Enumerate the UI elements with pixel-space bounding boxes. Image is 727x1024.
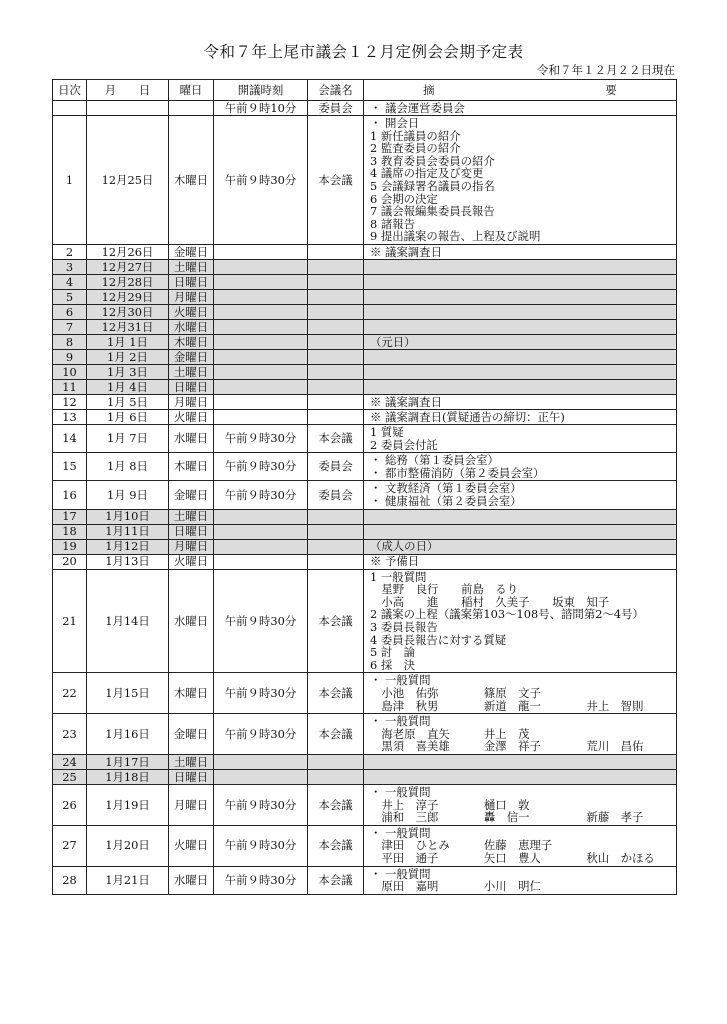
summary-line: 5 会議録署名議員の指名	[370, 179, 495, 193]
summary-line: 黒須 喜美雄 金澤 祥子 荒川 昌佑	[370, 739, 644, 754]
weekday-cell: 土曜日	[169, 260, 214, 275]
date-cell: 12月27日	[87, 260, 169, 275]
day-number-cell: 16	[53, 481, 87, 509]
day-number-cell: 6	[53, 305, 87, 320]
header-start-time: 開議時刻	[214, 80, 308, 101]
start-time-cell: 午前９時30分	[214, 569, 308, 673]
start-time-cell	[214, 410, 308, 425]
table-row	[53, 101, 677, 116]
weekday-cell: 土曜日	[169, 365, 214, 380]
summary-cell	[364, 673, 677, 714]
summary-cell	[364, 410, 677, 425]
start-time-cell	[214, 350, 308, 365]
table-row	[53, 825, 677, 866]
header-weekday: 曜日	[169, 80, 214, 101]
summary-line: 原田 嘉明 小川 明仁	[370, 879, 541, 894]
day-number-cell: 14	[53, 425, 87, 453]
start-time-cell	[214, 260, 308, 275]
summary-cell	[364, 275, 677, 290]
start-time-cell	[214, 335, 308, 350]
weekday-cell: 土曜日	[169, 509, 214, 524]
day-number-cell: 22	[53, 673, 87, 714]
start-time-cell	[214, 305, 308, 320]
summary-cell	[364, 825, 677, 866]
start-time-cell: 午前９時30分	[214, 714, 308, 755]
date-cell: 1月20日	[87, 825, 169, 866]
start-time-cell	[214, 509, 308, 524]
summary-line: 3 教育委員会委員の紹介	[370, 153, 495, 168]
date-cell: 1月 9日	[87, 481, 169, 509]
date-cell: 1月11日	[87, 524, 169, 539]
start-time-cell	[214, 380, 308, 395]
day-number-cell: 28	[53, 866, 87, 894]
summary-cell	[364, 395, 677, 410]
date-cell: 12月25日	[87, 116, 169, 245]
date-cell: 1月 8日	[87, 453, 169, 481]
weekday-cell: 日曜日	[169, 275, 214, 290]
meeting-cell	[308, 320, 364, 335]
summary-line: ・ 総務（第１委員会室）	[370, 453, 499, 468]
date-cell: 1月10日	[87, 509, 169, 524]
start-time-cell	[214, 524, 308, 539]
date-cell: 1月21日	[87, 866, 169, 894]
summary-cell	[364, 539, 677, 554]
date-cell: 1月13日	[87, 554, 169, 569]
date-cell: 1月16日	[87, 714, 169, 755]
summary-line: ・ 一般質問	[370, 714, 431, 729]
meeting-cell	[308, 539, 364, 554]
summary-cell	[364, 290, 677, 305]
meeting-cell: 本会議	[308, 714, 364, 755]
weekday-cell: 月曜日	[169, 539, 214, 554]
weekday-cell: 木曜日	[169, 673, 214, 714]
date-cell: 1月15日	[87, 673, 169, 714]
summary-line: 小池 佑弥 篠原 文子	[370, 685, 541, 700]
meeting-cell	[308, 365, 364, 380]
table-row	[53, 335, 677, 350]
weekday-cell: 火曜日	[169, 554, 214, 569]
meeting-cell: 本会議	[308, 784, 364, 825]
day-number-cell	[53, 101, 87, 116]
summary-line: 小高 進 稲村 久美子 坂東 知子	[370, 594, 610, 609]
table-row	[53, 260, 677, 275]
date-cell: 1月17日	[87, 754, 169, 769]
start-time-cell: 午前９時30分	[214, 453, 308, 481]
start-time-cell: 午前９時30分	[214, 425, 308, 453]
summary-cell	[364, 524, 677, 539]
day-number-cell: 23	[53, 714, 87, 755]
summary-line: 9 提出議案の報告、上程及び説明	[370, 229, 541, 244]
summary-line: ・ 一般質問	[370, 866, 431, 881]
day-number-cell: 21	[53, 569, 87, 673]
meeting-cell	[308, 290, 364, 305]
table-row	[53, 509, 677, 524]
summary-line: （成人の日）	[370, 539, 439, 554]
weekday-cell: 水曜日	[169, 425, 214, 453]
start-time-cell: 午前９時30分	[214, 825, 308, 866]
summary-cell	[364, 365, 677, 380]
summary-cell	[364, 335, 677, 350]
start-time-cell: 午前９時30分	[214, 481, 308, 509]
table-row	[53, 395, 677, 410]
summary-line: 2 議案の上程（議案第103～108号、諮問第2～4号）	[370, 607, 644, 622]
weekday-cell	[169, 101, 214, 116]
day-number-cell: 11	[53, 380, 87, 395]
day-number-cell: 4	[53, 275, 87, 290]
summary-line: ・ 文教経済（第１委員会室）	[370, 481, 522, 496]
start-time-cell	[214, 395, 308, 410]
date-cell: 1月 7日	[87, 425, 169, 453]
meeting-cell: 本会議	[308, 425, 364, 453]
summary-cell	[364, 425, 677, 453]
table-row	[53, 714, 677, 755]
summary-cell	[364, 116, 677, 245]
summary-line: 1 一般質問	[370, 569, 427, 584]
meeting-cell	[308, 245, 364, 260]
summary-cell	[364, 509, 677, 524]
summary-line: ※ 議案調査日	[370, 244, 442, 259]
summary-line: 6 採 決	[370, 657, 416, 672]
summary-line: ※ 議案調査日	[370, 394, 442, 409]
start-time-cell	[214, 554, 308, 569]
table-row	[53, 784, 677, 825]
meeting-cell: 本会議	[308, 825, 364, 866]
summary-cell	[364, 350, 677, 365]
summary-line: 1 新任議員の紹介	[370, 128, 461, 143]
table-row	[53, 453, 677, 481]
weekday-cell: 日曜日	[169, 524, 214, 539]
summary-line: ※ 議案調査日(質疑通告の締切：正午)	[370, 409, 565, 424]
start-time-cell	[214, 320, 308, 335]
date-cell: 1月14日	[87, 569, 169, 673]
table-row	[53, 769, 677, 784]
meeting-cell: 委員会	[308, 453, 364, 481]
meeting-cell	[308, 350, 364, 365]
summary-cell	[364, 260, 677, 275]
weekday-cell: 火曜日	[169, 825, 214, 866]
date-cell: 1月 4日	[87, 380, 169, 395]
meeting-cell	[308, 754, 364, 769]
date-cell: 1月12日	[87, 539, 169, 554]
header-date: 月 日	[87, 80, 169, 101]
weekday-cell: 日曜日	[169, 769, 214, 784]
table-row	[53, 673, 677, 714]
start-time-cell	[214, 539, 308, 554]
meeting-cell	[308, 410, 364, 425]
summary-line: 7 議会報編集委員長報告	[370, 204, 495, 219]
date-cell: 12月28日	[87, 275, 169, 290]
start-time-cell: 午前９時30分	[214, 116, 308, 245]
day-number-cell: 24	[53, 754, 87, 769]
summary-line: 3 委員長報告	[370, 619, 438, 634]
summary-line: 平田 通子 矢口 豊人 秋山 かほる	[370, 850, 655, 865]
meeting-cell	[308, 769, 364, 784]
date-cell: 1月 6日	[87, 410, 169, 425]
table-row	[53, 524, 677, 539]
day-number-cell: 3	[53, 260, 87, 275]
table-row	[53, 569, 677, 673]
summary-line: 8 諸報告	[370, 216, 416, 231]
day-number-cell: 20	[53, 554, 87, 569]
meeting-cell	[308, 554, 364, 569]
summary-line: 星野 良行 前島 るり	[370, 582, 519, 597]
summary-line: 島津 秋男 新道 龍一 井上 智則	[370, 698, 644, 713]
summary-line: 5 討 論	[370, 645, 416, 660]
weekday-cell: 水曜日	[169, 866, 214, 894]
table-row	[53, 539, 677, 554]
day-number-cell: 8	[53, 335, 87, 350]
table-row	[53, 365, 677, 380]
date-cell: 12月31日	[87, 320, 169, 335]
weekday-cell: 水曜日	[169, 569, 214, 673]
summary-cell	[364, 305, 677, 320]
summary-line: （元日）	[370, 334, 416, 349]
schedule-table	[52, 79, 677, 895]
day-number-cell: 13	[53, 410, 87, 425]
date-cell: 1月 5日	[87, 395, 169, 410]
meeting-cell	[308, 524, 364, 539]
date-cell: 1月 2日	[87, 350, 169, 365]
summary-line: 海老原 直矢 井上 茂	[370, 726, 530, 741]
table-row	[53, 554, 677, 569]
table-row	[53, 116, 677, 245]
meeting-cell	[308, 335, 364, 350]
day-number-cell: 5	[53, 290, 87, 305]
date-cell: 12月26日	[87, 245, 169, 260]
start-time-cell: 午前９時30分	[214, 673, 308, 714]
meeting-cell: 本会議	[308, 866, 364, 894]
summary-line: 4 委員長報告に対する質疑	[370, 632, 507, 647]
table-row	[53, 425, 677, 453]
start-time-cell	[214, 275, 308, 290]
table-row	[53, 380, 677, 395]
date-cell: 1月19日	[87, 784, 169, 825]
header-summary: 摘 要	[364, 80, 677, 101]
summary-line: ・ 一般質問	[370, 673, 431, 688]
document-title: 令和７年上尾市議会１２月定例会会期予定表	[203, 43, 524, 61]
summary-line: ・ 都市整備消防（第２委員会室）	[370, 465, 545, 480]
weekday-cell: 木曜日	[169, 453, 214, 481]
day-number-cell: 9	[53, 350, 87, 365]
summary-cell	[364, 380, 677, 395]
day-number-cell: 25	[53, 769, 87, 784]
weekday-cell: 月曜日	[169, 395, 214, 410]
summary-line: 津田 ひとみ 佐藤 恵理子	[370, 838, 553, 853]
date-cell: 1月18日	[87, 769, 169, 784]
day-number-cell: 17	[53, 509, 87, 524]
table-row	[53, 305, 677, 320]
summary-line: ・ 議会運営委員会	[370, 100, 465, 115]
day-number-cell: 15	[53, 453, 87, 481]
day-number-cell: 10	[53, 365, 87, 380]
summary-line: ・ 開会日	[370, 116, 420, 131]
header-day-number: 日次	[53, 80, 87, 101]
table-row	[53, 866, 677, 894]
summary-cell	[364, 714, 677, 755]
header-row	[53, 80, 677, 101]
weekday-cell: 金曜日	[169, 350, 214, 365]
summary-cell	[364, 245, 677, 260]
table-row	[53, 275, 677, 290]
day-number-cell: 26	[53, 784, 87, 825]
table-row	[53, 320, 677, 335]
summary-cell	[364, 101, 677, 116]
weekday-cell: 土曜日	[169, 754, 214, 769]
summary-cell	[364, 784, 677, 825]
summary-cell	[364, 481, 677, 509]
meeting-cell: 本会議	[308, 116, 364, 245]
summary-cell	[364, 866, 677, 894]
weekday-cell: 火曜日	[169, 305, 214, 320]
table-row	[53, 245, 677, 260]
summary-cell	[364, 453, 677, 481]
meeting-cell	[308, 509, 364, 524]
summary-line: ・ 一般質問	[370, 825, 431, 840]
start-time-cell	[214, 245, 308, 260]
weekday-cell: 火曜日	[169, 410, 214, 425]
meeting-cell	[308, 395, 364, 410]
summary-line: 2 監査委員の紹介	[370, 141, 461, 156]
start-time-cell: 午前９時10分	[214, 101, 308, 116]
day-number-cell: 2	[53, 245, 87, 260]
meeting-cell	[308, 380, 364, 395]
header-meeting: 会議名	[308, 80, 364, 101]
weekday-cell: 日曜日	[169, 380, 214, 395]
date-cell: 1月 1日	[87, 335, 169, 350]
day-number-cell: 12	[53, 395, 87, 410]
start-time-cell	[214, 290, 308, 305]
weekday-cell: 金曜日	[169, 245, 214, 260]
day-number-cell: 7	[53, 320, 87, 335]
date-cell: 12月29日	[87, 290, 169, 305]
meeting-cell: 本会議	[308, 673, 364, 714]
table-row	[53, 290, 677, 305]
meeting-cell	[308, 260, 364, 275]
meeting-cell	[308, 275, 364, 290]
summary-line: ・ 一般質問	[370, 784, 431, 799]
table-row	[53, 481, 677, 509]
table-row	[53, 754, 677, 769]
table-row	[53, 350, 677, 365]
weekday-cell: 月曜日	[169, 784, 214, 825]
weekday-cell: 金曜日	[169, 714, 214, 755]
start-time-cell: 午前９時30分	[214, 866, 308, 894]
summary-cell	[364, 769, 677, 784]
summary-line: 浦和 三郎 轟 信一 新藤 孝子	[370, 810, 644, 825]
summary-line: 4 議席の指定及び変更	[370, 166, 484, 181]
day-number-cell: 19	[53, 539, 87, 554]
date-cell: 1月 3日	[87, 365, 169, 380]
start-time-cell	[214, 769, 308, 784]
weekday-cell: 木曜日	[169, 116, 214, 245]
as-of-date: 令和７年１２月２２日現在	[537, 63, 675, 77]
meeting-cell: 委員会	[308, 101, 364, 116]
summary-line: ・ 健康福祉（第２委員会室）	[370, 493, 522, 508]
summary-line: 1 質疑	[370, 425, 404, 439]
weekday-cell: 月曜日	[169, 290, 214, 305]
summary-line: 井上 淳子 樋口 敦	[370, 797, 530, 812]
summary-line: ※ 予備日	[370, 554, 420, 569]
weekday-cell: 金曜日	[169, 481, 214, 509]
meeting-cell: 委員会	[308, 481, 364, 509]
meeting-cell	[308, 305, 364, 320]
summary-cell	[364, 554, 677, 569]
date-cell: 12月30日	[87, 305, 169, 320]
date-cell	[87, 101, 169, 116]
meeting-cell: 本会議	[308, 569, 364, 673]
start-time-cell: 午前９時30分	[214, 784, 308, 825]
weekday-cell: 木曜日	[169, 335, 214, 350]
table-row	[53, 410, 677, 425]
day-number-cell: 1	[53, 116, 87, 245]
start-time-cell	[214, 754, 308, 769]
summary-line: 6 会期の決定	[370, 191, 438, 206]
summary-line: 2 委員会付託	[370, 437, 438, 452]
day-number-cell: 18	[53, 524, 87, 539]
weekday-cell: 水曜日	[169, 320, 214, 335]
start-time-cell	[214, 365, 308, 380]
summary-cell	[364, 754, 677, 769]
day-number-cell: 27	[53, 825, 87, 866]
summary-cell	[364, 320, 677, 335]
summary-cell	[364, 569, 677, 673]
